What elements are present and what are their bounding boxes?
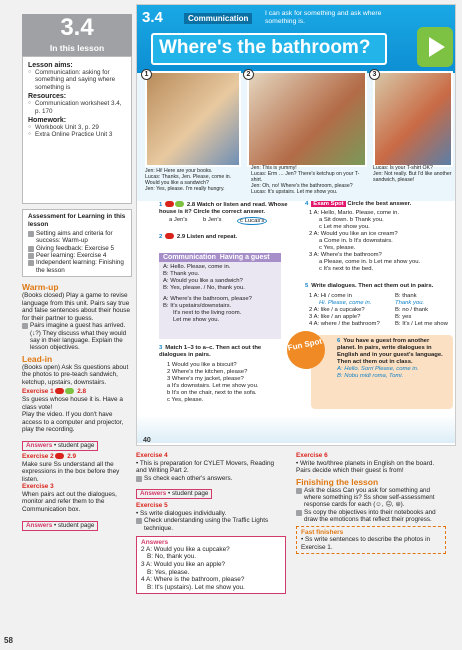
communication-box-title: Communication Having a guest [159, 253, 281, 262]
ex5-row: 4 A: where / the bathroom? B: It's / Let me show [309, 321, 448, 327]
ex5-row: 1 A: Hi / come in B: thank [309, 293, 417, 299]
ex4-items [309, 210, 455, 273]
ex3-title: Exercise 3 [22, 483, 54, 491]
teacher-sidebar [22, 4, 132, 634]
exercise-1: 1 2.8 Watch or listen and read. Whose house is it? Circle the correct answer. [159, 202, 288, 215]
ex6-example: A: Hello. Sorri Please, come in. [337, 366, 419, 372]
leadin-text: (Books open) Ask Ss questions about the photos to pre-teach sandwich, ketchup, upstairs, downstairs. [22, 363, 129, 386]
ex6-notes-title: Exercise 6 [296, 452, 328, 459]
exercise-6: 6 You have a guest from another planet. In pairs, write dialogues in English and in your guest's language. Then act them out in class. [337, 338, 443, 365]
comic-panel-2 [247, 71, 367, 167]
ex5-row: 2 A: like / a cupcake? B: no / thank [309, 307, 429, 313]
afl-item: Peer learning: Exercise 4 [28, 252, 126, 259]
ex4-item: 1 A: Hello, Mario. Please, come in. [309, 210, 400, 216]
fun-spot-badge: Fun Spot [283, 327, 328, 372]
ex1-option[interactable]: c Lucas's [237, 217, 267, 225]
exercise-4: 4 Exam Spot Circle the best answer. [305, 201, 412, 207]
feedback-icon [28, 246, 34, 252]
answers-box [136, 536, 286, 595]
ex3-item: 3 Where's my jacket, please? [167, 376, 244, 382]
independent-icon [296, 510, 302, 516]
page-title: Where's the bathroom? [159, 37, 371, 58]
answer-line: B: Yes, please. [147, 568, 190, 576]
in-this-lesson-label: In this lesson [22, 42, 132, 56]
ex1-note: Play the video. If you don't have access to a computer and projector, play the recording. [22, 411, 124, 434]
dialogue-panel-3: Lucas: Is your T-shirt OK? Jen: Not really. But I'd like another sandwich, please! [373, 165, 452, 184]
ex5-note: • Ss write dialogues individually. [136, 509, 227, 517]
fun-spot-box [311, 335, 453, 409]
ex5-note: Check understanding using the Traffic Lights technique. [136, 517, 286, 532]
comic-panel-1 [145, 71, 241, 167]
panel-number: 1 [141, 69, 152, 80]
afl-item: Setting aims and criteria for success: Warm-up [28, 230, 126, 245]
peer-icon [136, 476, 142, 482]
peer-icon [28, 253, 34, 259]
ex3-item: 2 Where's the kitchen, please? [167, 369, 248, 375]
ex6-note: • Write two/three planets in English on the board. Pairs decide which their guest is from! [296, 459, 435, 475]
finishing-note: Ask the class Can you ask for something and where something is? Ss show self-assessment response cards for each (☺, ☹, ⊜). [296, 487, 446, 509]
notes-column-right [296, 452, 446, 554]
resources-title: Resources: [28, 93, 67, 101]
dialogue-panel-1: Jen: Hi! Here are your books. Lucas: Thanks, Jen. Please, come in. Would you like a sandwich? Jen: Yes, please. I'm really hungry. [145, 168, 232, 193]
exercises [137, 201, 456, 431]
guest-line: It's next to the living room. [173, 310, 242, 316]
leadin-title: Lead-in [22, 353, 53, 364]
page-footer-band [137, 415, 456, 443]
communication-box [159, 253, 281, 339]
ex1-note: Ss guess whose house it is. Have a class vote! [22, 395, 123, 411]
ex2-title: Exercise 2 2.9 [22, 452, 77, 460]
resources: ○ Communication worksheet 3.4, p. 170 [28, 100, 126, 115]
ex4-notes-title: Exercise 4 [136, 452, 168, 459]
panel-number: 2 [243, 69, 254, 80]
ex5-rows [309, 293, 455, 328]
fast-finishers-note: • Ss write sentences to describe the photos in Exercise 1. [301, 536, 431, 551]
guest-line: B: Yes, please. / No, thank you. [163, 285, 245, 291]
answers-tag: Answers • student page [22, 521, 98, 531]
ex5-example: Hi. Please, come in. Thank you. [319, 300, 425, 306]
ex5-row: 3 A: like / an apple? B: yes [309, 314, 412, 320]
ex4-item: 2 A: Would you like an ice cream? [309, 231, 398, 237]
audio-icon [165, 233, 174, 239]
guest-line: A: Hello. Please, come in. [163, 264, 231, 270]
independent-icon [28, 260, 34, 266]
ex4-item: a Please, come in. b Let me show you. [319, 259, 421, 265]
homework-title: Homework: [28, 117, 67, 125]
ex4-item: c Yes, please. [319, 245, 356, 251]
fast-finishers-title: Fast finishers [301, 529, 344, 537]
warmup-text: (Books closed) Play a game to revise language from this unit. Pairs say true and false sentences about their house for their partner to guess. [22, 292, 131, 322]
afl-item: Independent learning: Finishing the lesson [28, 259, 126, 274]
play-video-button[interactable] [417, 27, 453, 67]
lesson-summary-box [22, 56, 132, 204]
ex3-item: 1 Would you like a biscuit? [167, 362, 237, 368]
homework-item: ○ Workbook Unit 3, p. 29 [28, 124, 126, 131]
answer-line: B: No, thank you. [147, 553, 197, 561]
guest-line: A: Where's the bathroom, please? [163, 296, 252, 302]
audio-icon [165, 201, 174, 207]
answer-line: 2 A: Would you like a cupcake? [141, 545, 230, 553]
audio-icon [55, 453, 64, 459]
student-page [136, 4, 456, 446]
exercise-3: 3 Match 1–3 to a–c. Then act out the dialogues in pairs. [159, 345, 262, 358]
answer-line: 3 A: Would you like an apple? [141, 561, 226, 569]
ex1-title: Exercise 1 2.8 [22, 388, 87, 396]
teacher-notes [22, 280, 132, 532]
lesson-aims: ○ Communication: asking for something and saying where something is [28, 69, 126, 91]
peer-icon [22, 323, 28, 329]
ex3-item: a It's downstairs. Let me show you. [167, 383, 259, 389]
section-label: Communication [184, 13, 252, 24]
target-icon [28, 231, 34, 237]
ex4-item: c Let me show you. [319, 224, 370, 230]
answer-line: 4 A: Where is the bathroom, please? [141, 576, 245, 584]
ex4-note: • This is preparation for CYLET Movers, Reading and Writing Part 2. [136, 459, 275, 475]
ex4-note: Ss check each other's answers. [136, 475, 286, 482]
assessment-box [22, 209, 132, 277]
ex3-items [167, 362, 287, 404]
independent-icon [296, 488, 302, 494]
audio-icon [55, 388, 64, 394]
page-lesson-number: 3.4 [142, 9, 163, 26]
finishing-note: Ss copy the objectives into their notebooks and draw the emoticons that reflect their progress. [296, 509, 446, 524]
feedback-icon [136, 518, 142, 524]
panel-number: 3 [369, 69, 380, 80]
lesson-number: 3.4 [22, 14, 132, 42]
ex4-item: a Sit down. b Thank you. [319, 217, 384, 223]
answers-tag: Answers • student page [22, 441, 98, 451]
ex3-note: When pairs act out the dialogues, monitor and refer them to the Communication box. [22, 490, 117, 514]
ex4-item: 3 A: Where's the bathroom? [309, 252, 382, 258]
guest-line: A: Would you like a sandwich? [163, 278, 243, 284]
guest-line: Let me show you. [173, 317, 220, 323]
lesson-aims-title: Lesson aims: [28, 62, 73, 69]
page-number: 58 [4, 636, 13, 645]
video-icon [175, 201, 184, 207]
student-page-number: 40 [143, 437, 151, 444]
exercise-2: 2 2.9 Listen and repeat. [159, 234, 238, 240]
notes-column-left [136, 452, 286, 594]
teacher-notes-bottom [136, 452, 456, 632]
ex6-example: B: Nobu midi roma, Tomi. [337, 373, 404, 379]
ex1-option[interactable]: a Jen's [169, 217, 188, 223]
answer-line: B: It's (upstairs). Let me show you. [147, 583, 245, 591]
answers-tag: Answers • student page [136, 489, 212, 499]
ex1-option[interactable]: b Jen's [203, 217, 222, 223]
lesson-objective: I can ask for something and ask where something is. [265, 10, 382, 25]
dialogue-panel-2: Jen: This is yummy! Lucas: Erm … Jen? There's ketchup on your T-shirt. Jen: Oh, no! Where's the bathroom, please? Lucas: It's upstairs. Let me show you. [251, 165, 360, 196]
warmup-title: Warm-up [22, 282, 59, 292]
finishing-title: Finishing the lesson [296, 476, 379, 487]
afl-title: Assessment for Learning in this lesson [28, 213, 126, 228]
ex5-notes-title: Exercise 5 [136, 502, 168, 510]
guest-line: B: It's upstairs/downstairs. [163, 303, 232, 309]
fast-finishers-box [296, 526, 446, 554]
comic-panel-3 [373, 71, 453, 167]
ex3-item: c Yes, please. [167, 397, 204, 403]
guest-line: B: Thank you. [163, 271, 200, 277]
exercise-5: 5 Write dialogues. Then act them out in pairs. [305, 283, 434, 289]
afl-item: Giving feedback: Exercise 5 [28, 245, 126, 252]
ex2-note: Make sure Ss understand all the expressions in the box before they listen. [22, 460, 120, 483]
ex3-item: b It's on the chair, next to the sofa. [167, 390, 257, 396]
warmup-text-2: Pairs imagine a guest has arrived. (↓?) They discuss what they would say in their language. Explain the lesson objectives. [22, 322, 132, 351]
ex4-item: c It's next to the bed. [319, 266, 374, 272]
answers-title: Answers [141, 538, 169, 546]
ex4-item: a Come in. b It's downstairs. [319, 238, 393, 244]
homework-item: ○ Extra Online Practice Unit 3 [28, 131, 126, 138]
video-icon [65, 388, 74, 394]
exam-spot-tag: Exam Spot [313, 201, 344, 207]
